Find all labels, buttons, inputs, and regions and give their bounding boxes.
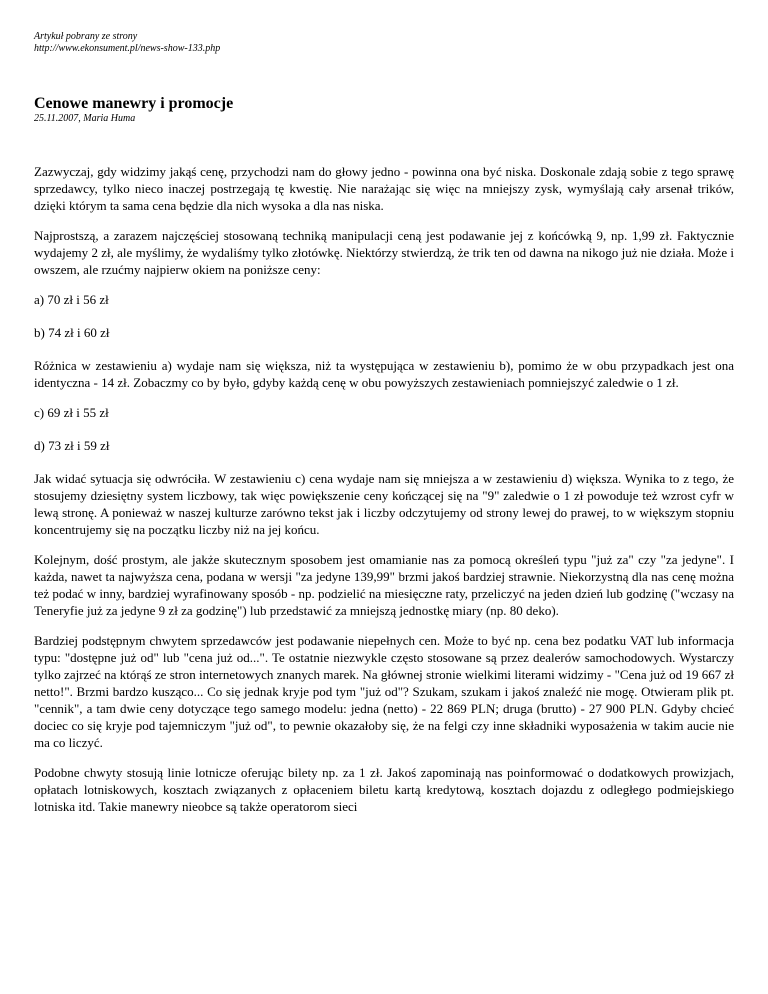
paragraph: Podobne chwyty stosują linie lotnicze oferując bilety np. za 1 zł. Jakoś zapominają nas poinformować o dodatkowych prowizjach, opłatach lotniskowych, kosztach związanych z opłaceniem biletu kartą kredytową, kosztach dojazdu z odległego podmiejskiego lotniska itd. Takie manewry nieobce są także operatorom sieci — [34, 765, 734, 814]
source-url: http://www.ekonsument.pl/news-show-133.php — [34, 43, 221, 54]
paragraph: Jak widać sytuacja się odwróciła. W zestawieniu c) cena wydaje nam się mniejsza a w zestawieniu d) większa. Wynika to z tego, że stosujemy dziesiętny system liczbowy, tak więc powiększenie ceny kończącej się na "9" zaledwie o 1 zł powoduje też wzrost cyfr w lewą stronę. A ponieważ w naszej kulturze zarówno tekst jak i liczby odczytujemy od strony lewej do prawej, to w większym stopniu koncentrujemy się na początku liczby niż na jej końcu. — [34, 471, 734, 537]
article-body — [34, 163, 734, 815]
price-pair-b: b) 74 zł i 60 zł — [34, 325, 110, 340]
price-pair-c: c) 69 zł i 55 zł — [34, 405, 109, 420]
paragraph: Zazwyczaj, gdy widzimy jakąś cenę, przychodzi nam do głowy jedno - powinna ona być niska. Doskonale zdają sobie z tego sprawę sprzedawcy, tylko nieco inaczej postrzegają tę kwestię. Nie narażając się więc na mniejszy zysk, wymyślają cały arsenał trików, dzięki którym ta sama cena będzie dla nich wysoka a dla nas niska. — [34, 164, 734, 213]
article-meta: 25.11.2007, Maria Huma — [34, 113, 136, 124]
paragraph: Najprostszą, a zarazem najczęściej stosowaną techniką manipulacji ceną jest podawanie jej z końcówką 9, np. 1,99 zł. Faktycznie wydajemy 2 zł, ale myślimy, że wydaliśmy tylko złotówkę. Niektórzy stwierdzą, że trik ten od dawna na nikogo już nie działa. Może i owszem, ale rzućmy najpierw okiem na poniższe ceny: — [34, 228, 734, 277]
price-pair-d: d) 73 zł i 59 zł — [34, 438, 110, 453]
article-title: Cenowe manewry i promocje — [34, 95, 234, 112]
paragraph: Kolejnym, dość prostym, ale jakże skutecznym sposobem jest omamianie nas za pomocą określeń typu "już za" czy "za jedyne". I każda, nawet ta najwyższa cena, podana w wersji "za jedyne 139,99" brzmi jakoś bardziej strawnie. Niekorzystną dla nas cenę można też podać w inny, bardziej wyrafinowany sposób - np. podzielić na miesięczne raty, przeliczyć na jeden dzień lub godzinę ("wczasy na Teneryfie już za jedyne 9 zł za godzinę") lub przedstawić za mniejszą jednostkę miary (np. 80 deko). — [34, 552, 734, 618]
source-info — [34, 31, 734, 55]
source-label: Artykuł pobrany ze strony — [34, 31, 138, 42]
paragraph: Bardziej podstępnym chwytem sprzedawców jest podawanie niepełnych cen. Może to być np. cena bez podatku VAT lub informacja typu: "dostępne już od" lub "cena już od...". Te ostatnie niezwykle często stosowane są przez dealerów samochodowych. Wystarczy tylko zajrzeć na którąś ze stron internetowych znanych marek. Na głównej stronie wielkimi literami widzimy - "Cena już od 19 667 zł netto!". Brzmi bardzo kusząco... Co się jednak kryje pod tym "już od"? Szukam, szukam i jakoś znaleźć nie mogę. Otwieram plik pt. "cennik", a tam dwie ceny dotyczące tego samego modelu: jedna (netto) - 22 869 PLN; druga (brutto) - 27 900 PLN. Gdyby chcieć dociec co się kryje pod tajemniczym "już od", to pewnie okazałoby się, że na felgi czy inne składniki wyposażenia w takim aucie nie ma co liczyć. — [34, 633, 734, 750]
document-page — [34, 0, 734, 828]
paragraph: Różnica w zestawieniu a) wydaje nam się większa, niż ta występująca w zestawieniu b), pomimo że w obu przypadkach jest ona identyczna - 14 zł. Zobaczmy co by było, gdyby każdą cenę w obu powyższych zestawieniach pomniejszyć zaledwie o 1 zł. — [34, 358, 734, 390]
price-pair-a: a) 70 zł i 56 zł — [34, 292, 109, 307]
